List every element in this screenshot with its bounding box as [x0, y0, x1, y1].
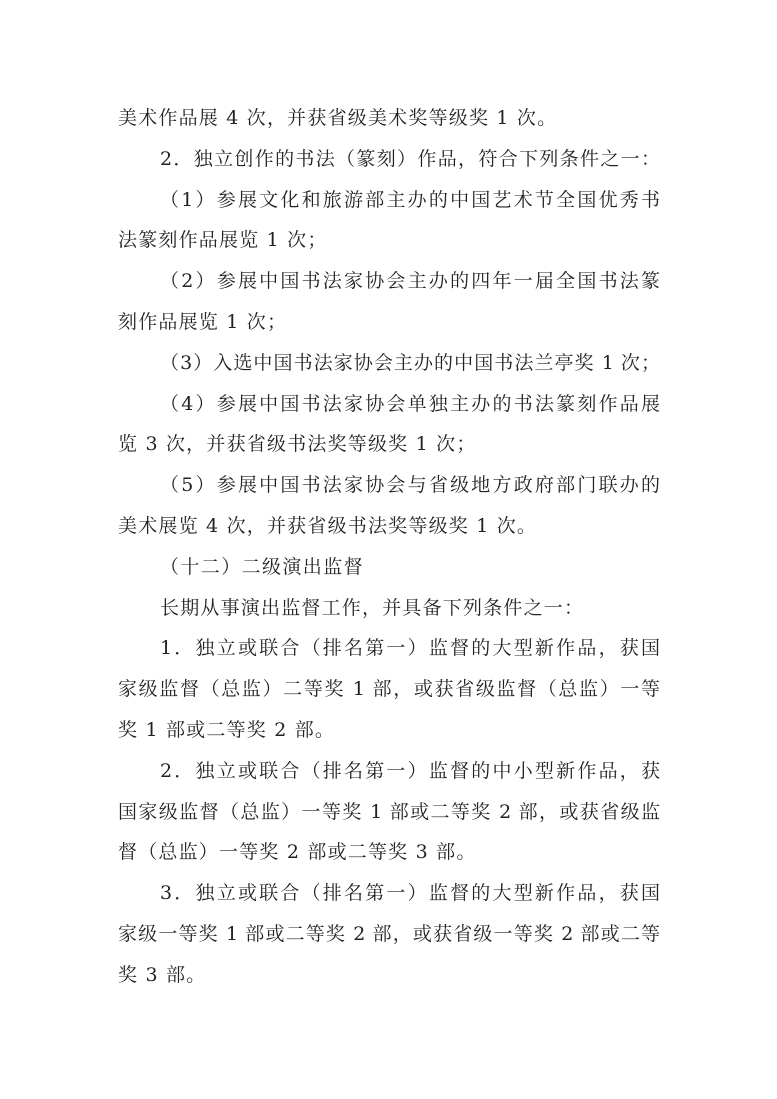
text-line: 3．独立或联合（排名第一）监督的大型新作品，获国	[160, 882, 660, 905]
text-line: （4）参展中国书法家协会单独主办的书法篆刻作品展	[160, 392, 660, 415]
text-line: 1．独立或联合（排名第一）监督的大型新作品，获国	[160, 637, 660, 660]
text-line: 2．独立或联合（排名第一）监督的中小型新作品，获	[160, 759, 660, 782]
text-line: 览 3 次，并获省级书法奖等级奖 1 次；	[118, 433, 477, 456]
text-line: 奖 1 部或二等奖 2 部。	[118, 718, 336, 741]
text-line: 法篆刻作品展览 1 次；	[118, 229, 328, 252]
text-line: 美术展览 4 次，并获省级书法奖等级奖 1 次。	[118, 514, 538, 537]
section-heading: （十二）二级演出监督	[160, 555, 365, 578]
text-line: 奖 3 部。	[118, 963, 207, 986]
text-line: 刻作品展览 1 次；	[118, 310, 288, 333]
text-line: 家级一等奖 1 部或二等奖 2 部，或获省级一等奖 2 部或二等	[118, 922, 660, 945]
text-line: 国家级监督（总监）一等奖 1 部或二等奖 2 部，或获省级监	[118, 800, 660, 823]
text-line: （1）参展文化和旅游部主办的中国艺术节全国优秀书	[160, 188, 660, 211]
text-line: 家级监督（总监）二等奖 1 部，或获省级监督（总监）一等	[118, 678, 660, 701]
text-line: 2．独立创作的书法（篆刻）作品，符合下列条件之一：	[160, 147, 660, 170]
text-line: 长期从事演出监督工作，并具备下列条件之一：	[160, 596, 585, 619]
text-line: 美术作品展 4 次，并获省级美术奖等级奖 1 次。	[118, 107, 558, 129]
text-line: （2）参展中国书法家协会主办的四年一届全国书法篆	[160, 270, 660, 293]
text-line: 督（总监）一等奖 2 部或二等奖 3 部。	[118, 841, 477, 864]
document-body	[118, 98, 660, 996]
text-line: （3）入选中国书法家协会主办的中国书法兰亭奖 1 次；	[160, 351, 660, 374]
text-line: （5）参展中国书法家协会与省级地方政府部门联办的	[160, 474, 660, 497]
